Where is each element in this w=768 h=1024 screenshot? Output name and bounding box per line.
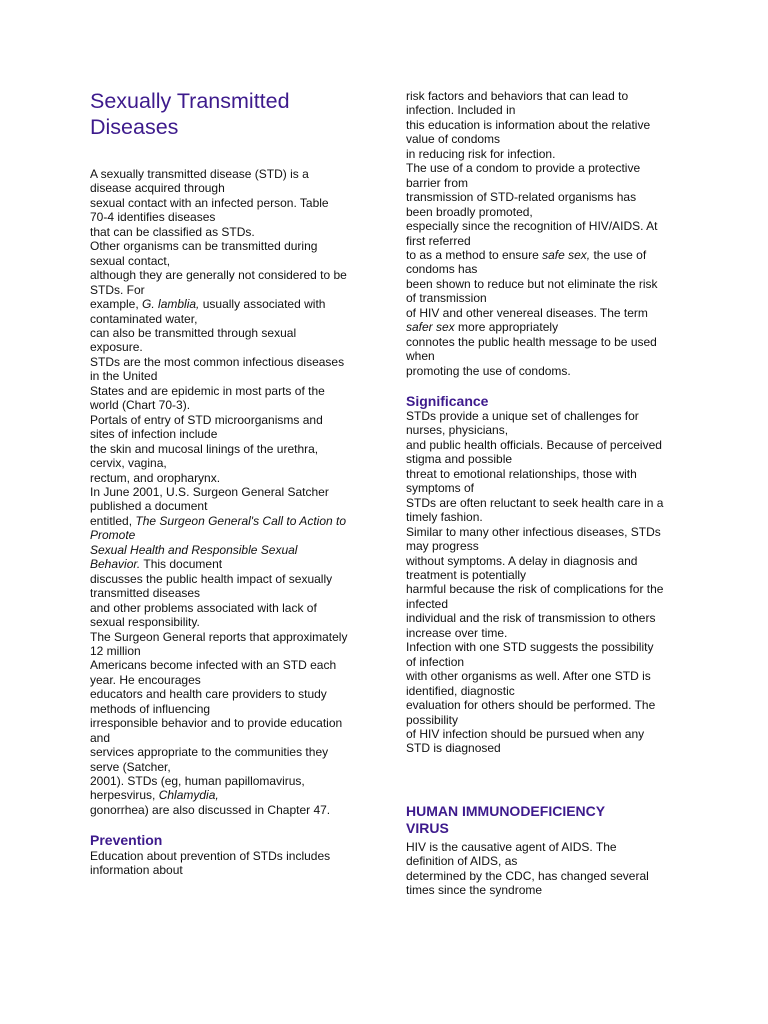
- text-line: serve (Satcher,: [90, 759, 171, 774]
- text-line: Education about prevention of STDs includes: [90, 849, 331, 863]
- italic-text: safer sex: [406, 320, 455, 335]
- text-line: [406, 320, 682, 334]
- text-line: can also be transmitted through sexual: [90, 325, 297, 340]
- intro-paragraph: [90, 167, 376, 817]
- text-line: without symptoms. A delay in diagnosis and: [406, 553, 638, 568]
- text-segment: This document: [140, 557, 223, 572]
- text-line: timely fashion.: [406, 510, 483, 525]
- text-line: educators and health care providers to study: [90, 687, 327, 702]
- text-line: year. He encourages: [90, 672, 201, 687]
- text-segment: example,: [90, 297, 143, 312]
- text-line: first referred: [406, 233, 471, 248]
- italic-text: G. lamblia,: [142, 297, 200, 312]
- text-line: [90, 788, 376, 802]
- text-line: increase over time.: [406, 625, 508, 640]
- text-line: with other organisms as well. After one STD is: [406, 669, 651, 684]
- hiv-paragraph: [406, 840, 682, 898]
- text-line: disease acquired through: [90, 181, 225, 196]
- text-line: of transmission: [406, 291, 487, 306]
- text-line: especially since the recognition of HIV/AIDS. At: [406, 219, 658, 234]
- page-title: [90, 88, 370, 140]
- text-line: of infection: [406, 654, 465, 669]
- text-line: STDs provide a unique set of challenges for: [406, 409, 639, 423]
- text-line: Americans become infected with an STD each: [90, 658, 337, 673]
- text-line: stigma and possible: [406, 452, 513, 467]
- text-line: STD is diagnosed: [406, 741, 501, 756]
- text-line: threat to emotional relationships, those with: [406, 466, 637, 481]
- text-line: [90, 557, 376, 571]
- text-line: although they are generally not considered to be: [90, 268, 347, 283]
- text-line: [90, 543, 376, 557]
- text-line: exposure.: [90, 340, 143, 355]
- text-line: infected: [406, 596, 449, 611]
- italic-text: Behavior.: [90, 557, 141, 572]
- text-line: of HIV and other venereal diseases. The term: [406, 305, 648, 320]
- text-line: services appropriate to the communities they: [90, 745, 329, 760]
- text-segment: more appropriately: [454, 320, 559, 335]
- hiv-heading-line-2: VIRUS: [406, 820, 449, 836]
- text-segment: herpesvirus,: [90, 788, 159, 803]
- text-line: The Surgeon General reports that approximately: [90, 629, 348, 644]
- text-line: infection. Included in: [406, 103, 516, 118]
- text-line: treatment is potentially: [406, 567, 527, 582]
- text-line: transmitted diseases: [90, 586, 201, 601]
- title-line-1: Sexually Transmitted: [90, 89, 290, 113]
- text-line: this education is information about the relative: [406, 117, 651, 132]
- text-line: transmission of STD-related organisms has: [406, 190, 637, 205]
- text-line: nurses, physicians,: [406, 423, 509, 438]
- text-line: A sexually transmitted disease (STD) is a: [90, 167, 309, 181]
- text-line: rectum, and oropharynx.: [90, 470, 221, 485]
- text-line: published a document: [90, 499, 208, 514]
- text-line: harmful because the risk of complications for the: [406, 582, 664, 597]
- text-line: in reducing risk for infection.: [406, 146, 556, 161]
- text-line: symptoms of: [406, 481, 475, 496]
- prevention-continued-paragraph: [406, 89, 682, 378]
- text-line: and public health officials. Because of perceived: [406, 437, 662, 452]
- text-line: that can be classified as STDs.: [90, 224, 255, 239]
- text-line: individual and the risk of transmission to others: [406, 611, 656, 626]
- text-line: definition of AIDS, as: [406, 854, 518, 869]
- text-line: connotes the public health message to be used: [406, 334, 657, 349]
- text-line: contaminated water,: [90, 311, 198, 326]
- text-line: condoms has: [406, 262, 478, 277]
- text-line: 70-4 identifies diseases: [90, 210, 216, 225]
- text-line: value of condoms: [406, 132, 501, 147]
- text-line: 12 million: [90, 643, 141, 658]
- text-line: In June 2001, U.S. Surgeon General Satcher: [90, 484, 329, 499]
- text-line: 2001). STDs (eg, human papillomavirus,: [90, 774, 305, 789]
- text-line: in the United: [90, 369, 158, 384]
- text-line: possibility: [406, 712, 459, 727]
- text-line: sexual contact with an infected person. Table: [90, 195, 329, 210]
- text-line: may progress: [406, 539, 479, 554]
- text-line: sites of infection include: [90, 427, 218, 442]
- hiv-heading: [406, 803, 605, 837]
- text-line: [90, 528, 376, 542]
- text-line: Portals of entry of STD microorganisms and: [90, 412, 323, 427]
- text-line: identified, diagnostic: [406, 683, 515, 698]
- italic-text: The Surgeon General's Call to Action to: [135, 513, 347, 528]
- text-line: STDs. For: [90, 282, 145, 297]
- text-line: sexual responsibility.: [90, 615, 200, 630]
- text-line: irresponsible behavior and to provide education: [90, 716, 343, 731]
- text-segment: entitled,: [90, 513, 136, 528]
- text-line: information about: [90, 863, 183, 878]
- significance-heading: Significance: [406, 393, 489, 409]
- text-segment: the use of: [590, 247, 647, 262]
- text-line: [90, 514, 376, 528]
- text-line: the skin and mucosal linings of the urethra,: [90, 441, 319, 456]
- italic-text: Chlamydia,: [158, 788, 219, 803]
- text-line: barrier from: [406, 175, 469, 190]
- text-line: methods of influencing: [90, 701, 211, 716]
- text-line: discusses the public health impact of sexually: [90, 571, 333, 586]
- text-line: States and are epidemic in most parts of the: [90, 383, 325, 398]
- text-line: HIV is the causative agent of AIDS. The: [406, 840, 617, 854]
- text-line: [406, 248, 682, 262]
- text-line: Similar to many other infectious diseases, STDs: [406, 524, 661, 539]
- text-line: The use of a condom to provide a protective: [406, 161, 641, 176]
- text-line: sexual contact,: [90, 253, 171, 268]
- italic-text: Sexual Health and Responsible Sexual: [90, 542, 298, 557]
- text-line: and: [90, 730, 111, 745]
- text-line: times since the syndrome: [406, 883, 543, 898]
- text-line: of HIV infection should be pursued when any: [406, 726, 645, 741]
- text-line: STDs are the most common infectious diseases: [90, 354, 345, 369]
- text-line: and other problems associated with lack of: [90, 600, 317, 615]
- significance-paragraph: [406, 409, 682, 756]
- text-line: world (Chart 70-3).: [90, 398, 191, 413]
- italic-text: safe sex,: [542, 247, 591, 262]
- text-line: been broadly promoted,: [406, 204, 533, 219]
- text-line: gonorrhea) are also discussed in Chapter 47.: [90, 802, 331, 817]
- text-line: promoting the use of condoms.: [406, 363, 571, 378]
- title-line-2: Diseases: [90, 115, 179, 139]
- text-line: evaluation for others should be performed. The: [406, 698, 656, 713]
- text-line: determined by the CDC, has changed several: [406, 868, 649, 883]
- text-line: cervix, vagina,: [90, 456, 167, 471]
- text-line: Other organisms can be transmitted during: [90, 239, 318, 254]
- text-segment: usually associated with: [199, 297, 326, 312]
- text-line: STDs are often reluctant to seek health care in a: [406, 495, 664, 510]
- text-line: risk factors and behaviors that can lead to: [406, 89, 629, 103]
- text-line: when: [406, 349, 435, 364]
- hiv-heading-line-1: HUMAN IMMUNODEFICIENCY: [406, 803, 606, 819]
- text-line: been shown to reduce but not eliminate the risk: [406, 276, 658, 291]
- text-segment: to as a method to ensure: [406, 247, 543, 262]
- text-line: [90, 297, 376, 311]
- italic-text: Promote: [90, 528, 136, 543]
- prevention-paragraph: [90, 849, 376, 878]
- prevention-heading: Prevention: [90, 832, 163, 848]
- text-line: Infection with one STD suggests the possibility: [406, 640, 654, 655]
